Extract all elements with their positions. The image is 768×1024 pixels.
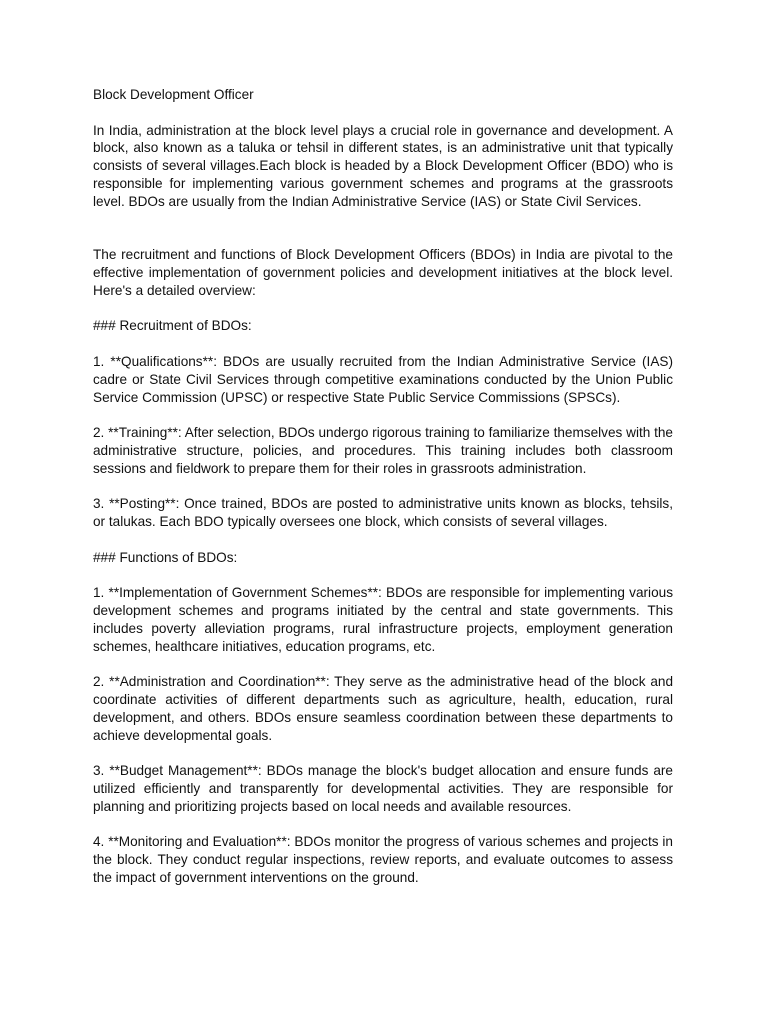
function-item-budget: 3. **Budget Management**: BDOs manage the block's budget allocation and ensure funds are utilized efficiently and transparently for developmental activities. They are responsible for planning and prioritizing projects based on local needs and available resources. xyxy=(93,763,673,814)
recruitment-item-qualifications: 1. **Qualifications**: BDOs are usually recruited from the Indian Administrative Service (IAS) cadre or State Civil Services through competitive examinations conducted by the Union Public Service Commission (UPSC) or respective State Public Service Commissions (SPSCs). xyxy=(93,353,673,405)
recruitment-item-training: 2. **Training**: After selection, BDOs undergo rigorous training to familiarize themselves with the administrative structure, policies, and procedures. This training includes both classroom sessions and fieldwork to prepare them for their roles in grassroots administration. xyxy=(93,425,673,476)
function-item-administration: 2. **Administration and Coordination**: They serve as the administrative head of the block and coordinate activities of different departments such as agriculture, health, education, rural development, and others. BDOs ensure seamless coordination between these departments to achieve developmental goals. xyxy=(93,674,673,743)
recruitment-item-posting: 3. **Posting**: Once trained, BDOs are posted to administrative units known as blocks, tehsils, or talukas. Each BDO typically oversees one block, which consists of several villages. xyxy=(93,496,673,530)
document-page xyxy=(93,86,673,887)
functions-heading: ### Functions of BDOs: xyxy=(93,549,238,565)
function-item-implementation: 1. **Implementation of Government Schemes**: BDOs are responsible for implementing various development schemes and programs initiated by the central and state governments. This includes poverty alleviation programs, rural infrastructure projects, employment generation schemes, healthcare initiatives, education programs, etc. xyxy=(93,585,673,654)
overview-paragraph: The recruitment and functions of Block Development Officers (BDOs) in India are pivotal to the effective implementation of government policies and development initiatives at the block level. Here's a detailed overview: xyxy=(93,247,673,298)
recruitment-heading: ### Recruitment of BDOs: xyxy=(93,318,252,334)
function-item-monitoring: 4. **Monitoring and Evaluation**: BDOs monitor the progress of various schemes and projects in the block. They conduct regular inspections, review reports, and evaluate outcomes to assess the impact of government interventions on the ground. xyxy=(93,834,673,886)
document-title: Block Development Officer xyxy=(93,87,254,102)
intro-paragraph: In India, administration at the block level plays a crucial role in governance and development. A block, also known as a taluka or tehsil in different states, is an administrative unit that typically consists of several villages.Each block is headed by a Block Development Officer (BDO) who is responsible for implementing various government schemes and programs at the grassroots level. BDOs are usually from the Indian Administrative Service (IAS) or State Civil Services. xyxy=(93,122,673,209)
